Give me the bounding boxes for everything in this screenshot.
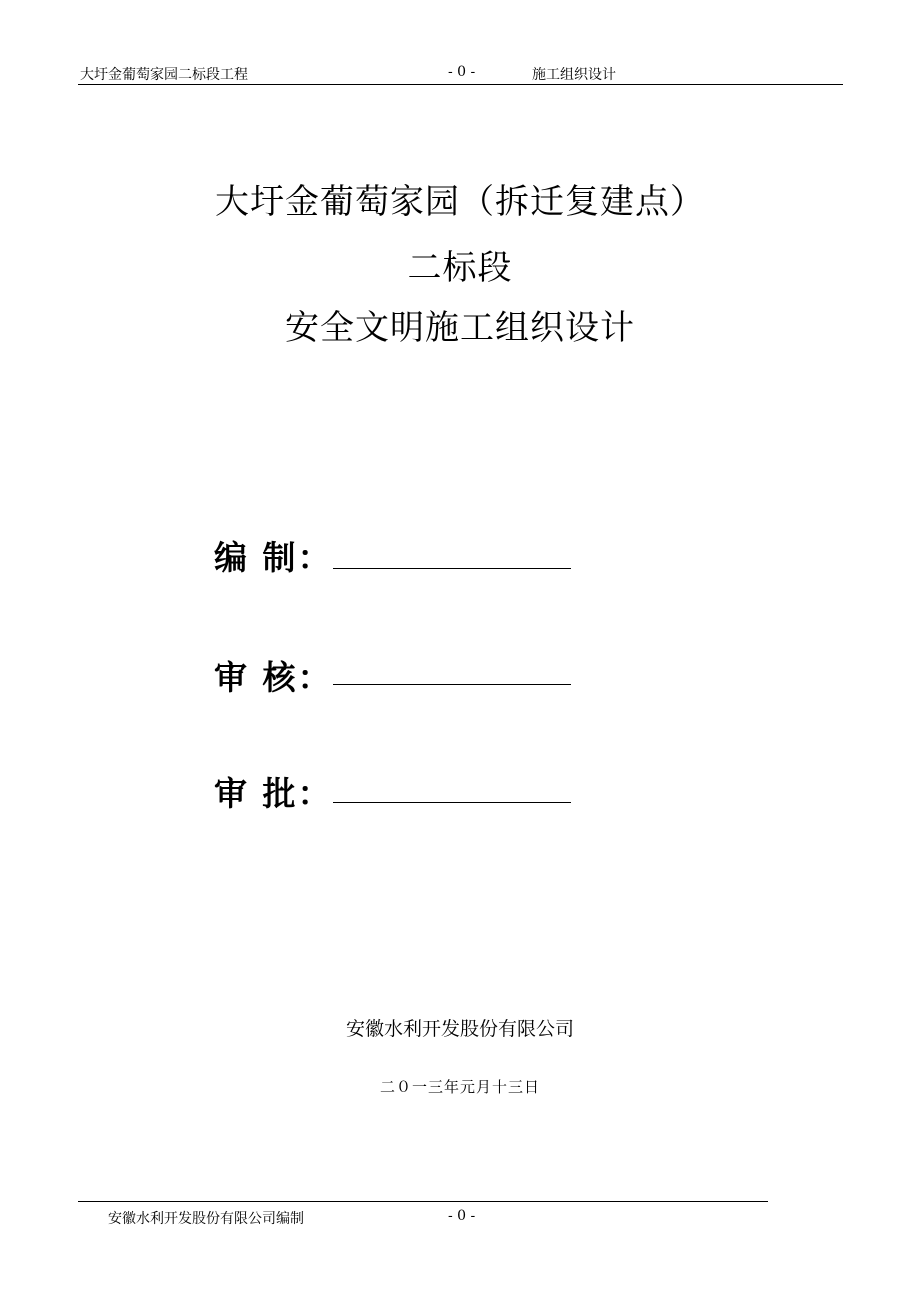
company-name: 安徽水利开发股份有限公司 bbox=[345, 1018, 574, 1040]
title-line-2: 二标段 bbox=[407, 248, 513, 288]
approved-by-signature-line bbox=[333, 802, 571, 803]
header-rule bbox=[78, 84, 843, 85]
reviewed-by-signature-line bbox=[333, 684, 571, 685]
header-project-name: 大圩金葡萄家园二标段工程 bbox=[80, 67, 248, 83]
footer-compiled-by: 安徽水利开发股份有限公司编制 bbox=[108, 1211, 304, 1227]
reviewed-by-label: 审 核： bbox=[214, 658, 333, 697]
header-page-number: - 0 - bbox=[448, 64, 476, 80]
title-line-1: 大圩金葡萄家园（拆迁复建点） bbox=[215, 182, 705, 222]
document-date: 二０一三年元月十三日 bbox=[379, 1078, 540, 1096]
compiled-by-label: 编 制： bbox=[214, 538, 333, 577]
title-line-3: 安全文明施工组织设计 bbox=[285, 308, 635, 348]
footer-page-number: - 0 - bbox=[448, 1208, 476, 1224]
footer-rule bbox=[78, 1201, 768, 1202]
header-document-type: 施工组织设计 bbox=[532, 67, 616, 83]
approved-by-label: 审 批： bbox=[214, 774, 333, 813]
compiled-by-signature-line bbox=[333, 568, 571, 569]
